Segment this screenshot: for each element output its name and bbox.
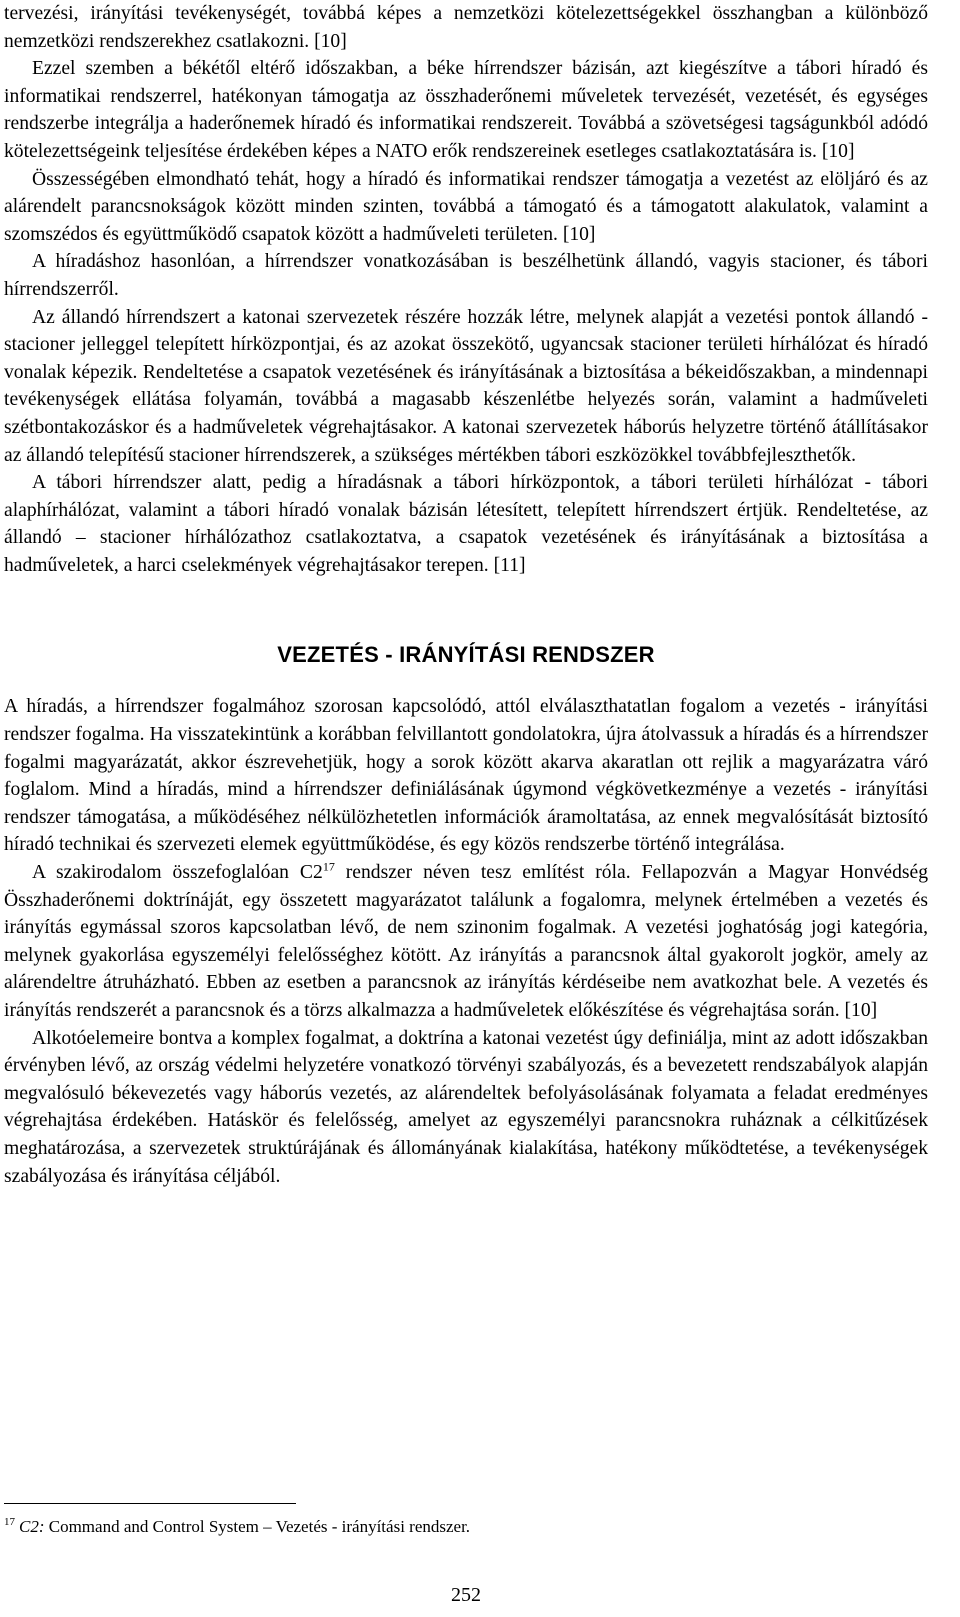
body-paragraph: Összességében elmondható tehát, hogy a híradó és informatikai rendszer támogatja a vezetést az elöljáró és az alárendelt parancsnokságok között minden szinten, továbbá a támogató és a támogatott alakulatok, valamint a szomszédos és együttműködő csapatok között a hadműveleti területen. [10] bbox=[4, 168, 928, 245]
footnote-reference[interactable]: 17 bbox=[322, 859, 335, 874]
body-paragraph: Ezzel szemben a békétől eltérő időszakban, a béke hírrendszer bázisán, azt kiegészítve a tábori híradó és informatikai rendszerrel, hatékonyan támogatja az összhaderőnemi műveletek tervezését, vezetését, és egységes rendszerbe integrálja a haderőnemek híradó és informatikai rendszereit. Továbbá a szövetségesi tagságunkból adódó kötelezettségeink teljesítése érdekében képes a NATO erők rendszereinek esetleges csatlakoztatására is. [10] bbox=[4, 58, 928, 162]
body-text-after-heading bbox=[4, 693, 928, 859]
section-heading: VEZETÉS - IRÁNYÍTÁSI RENDSZER bbox=[277, 642, 655, 668]
footnote-term: C2: bbox=[19, 1517, 45, 1536]
paragraph-c2-start: A szakirodalom összefoglalóan C2 bbox=[32, 862, 323, 884]
footnote-text: Command and Control System – Vezetés - irányítási rendszer. bbox=[44, 1517, 471, 1536]
body-paragraph: A híradáshoz hasonlóan, a hírrendszer vonatkozásában is beszélhetünk állandó, vagyis stacioner, és tábori hírrendszerről. bbox=[4, 251, 928, 300]
paragraph-last: Alkotóelemeire bontva a komplex fogalmat, a doktrína a katonai vezetést úgy definiálja, mint az adott időszakban érvényben lévő, az ország védelmi helyzetére vonatkozó törvényi szabályozás, és a bevezetett rendszabályok alapján megvalósuló békevezetés vagy háborús vezetés, az alárendeltek befolyásolásának folyamata a feladat eredményes végrehajtása érdekében. Hatáskör és felelősség, amelyet az egyszemélyi parancsnokra ruháznak a célkitűzések meghatározása, a szervezetek struktúrájának és állományának kialakítása, hatékony működtetése, a tevékenységek szabályozása és irányítása céljából. bbox=[4, 1027, 928, 1187]
page-number: 252 bbox=[451, 1584, 481, 1606]
footnote-mark: 17 bbox=[4, 1516, 15, 1529]
document-page bbox=[4, 0, 928, 1190]
footnote bbox=[4, 1516, 928, 1538]
body-text-before-heading bbox=[4, 0, 928, 579]
body-paragraph: A tábori hírrendszer alatt, pedig a híradásnak a tábori hírközpontok, a tábori területi hírhálózat - tábori alaphírhálózat, valamint a tábori híradó vonalak bázisán létesített, telepített hírrendszert értjük. Rendeltetése, az állandó – stacioner hírhálózathoz csatlakoztatva, a csapatok vezetésének és irányításának a biztosítása a hadműveletek, a harci cselekmények végrehajtásakor terepen. [11] bbox=[4, 472, 928, 576]
paragraph-c2 bbox=[4, 859, 928, 1025]
section-paragraph: A híradás, a hírrendszer fogalmához szorosan kapcsolódó, attól elválaszthatatlan fogalom a vezetés - irányítási rendszer fogalma. Ha visszatekintünk a korábban felvillantott gondolatokra, újra átolvassuk a híradás és a hírrendszer fogalmi magyarázatát, akkor észrevehetjük, hogy a sorok között akarva akaratlan ott rejlik a magyarázatra váró foglalom. Mind a híradás, mind a hírrendszer definiálásának úgymond végkövetkezménye a vezetés - irányítási rendszer támogatása, a működéséhez nélkülözhetetlen információk áramoltatása, az ennek megvalósítását biztosító híradó technikai és szervezeti elemek együttműködése, és egy közös rendszerbe történő integrálása. bbox=[4, 696, 928, 856]
footnote-separator bbox=[4, 1503, 296, 1504]
body-paragraph: tervezési, irányítási tevékenységét, továbbá képes a nemzetközi kötelezettségekkel összhangban a különböző nemzetközi rendszerekhez csatlakozni. [10] bbox=[4, 3, 928, 52]
paragraph-c2-rest: rendszer néven tesz említést róla. Fellapozván a Magyar Honvédség Összhaderőnemi doktrínáját, egy összetett magyarázatot találunk a fogalomra, melynek értelmében a vezetés és irányítás egymással szoros kapcsolatban lévő, de nem szinonim fogalmak. A vezetési joghatóság jogi kategória, melynek gyakorlása egyszemélyi felelősséghez kötött. Az irányítás a parancsnok által gyakorolt jogkör, amely az alárendeltre átruházható. Ebben az esetben a parancsnok az irányítás kérdéseibe nem avatkozhat bele. A vezetés és irányítás rendszerét a parancsnok és a törzs alkalmazza a hadműveletek előkészítése és végrehajtása során. [10] bbox=[4, 862, 928, 1021]
body-paragraph: Az állandó hírrendszert a katonai szervezetek részére hozzák létre, melynek alapját a vezetési pontok állandó - stacioner jelleggel telepített hírközpontjai, és az azokat összekötő, ugyancsak stacioner területi hírhálózat és híradó vonalak képezik. Rendeltetése a csapatok vezetésének és irányításának a biztosítása a békeidőszakban, a mindennapi tevékenységek ellátása folyamán, továbbá a magasabb készenlétbe helyezés során, valamint a hadműveleti szétbontakozáskor és a hadműveletek végrehajtásakor. A katonai szervezetek háborús helyzetre történő átállításakor az állandó telepítésű stacioner hírrendszerek, a szükséges mértékben tábori eszközökkel továbbfejleszthetők. bbox=[4, 306, 928, 466]
